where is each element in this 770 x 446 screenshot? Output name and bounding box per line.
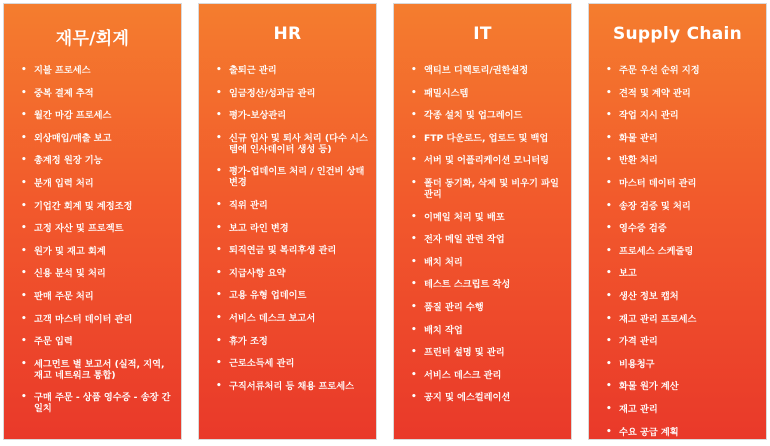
list-item	[589, 404, 766, 415]
list-item	[394, 155, 571, 166]
bullet-icon: •	[216, 312, 222, 323]
bullet-icon: •	[411, 110, 417, 121]
list-item-label: 마스터 데이터 관리	[619, 177, 697, 189]
list-item	[394, 65, 571, 76]
list-item	[199, 290, 376, 301]
item-list	[589, 65, 766, 446]
bullet-icon: •	[216, 335, 222, 346]
list-item	[589, 88, 766, 99]
list-item	[394, 88, 571, 99]
list-item	[4, 359, 181, 381]
bullet-icon: •	[21, 392, 27, 403]
list-item	[4, 392, 181, 414]
list-item-label: 고객 마스터 데이터 관리	[34, 313, 133, 325]
list-item-label: 평가-보상관리	[229, 110, 287, 122]
list-item	[4, 246, 181, 257]
list-item-label: 지급사항 요약	[229, 267, 286, 279]
list-item-label: 주문 우선 순위 지정	[619, 65, 700, 76]
list-item	[589, 427, 766, 438]
list-item	[4, 336, 181, 347]
bullet-icon: •	[411, 132, 417, 143]
bullet-icon: •	[606, 155, 612, 166]
list-item	[394, 279, 571, 290]
list-item	[199, 336, 376, 347]
bullet-icon: •	[411, 369, 417, 380]
list-item-label: 화물 관리	[619, 132, 658, 144]
list-item-label: 기업간 회계 및 계정조정	[34, 200, 133, 212]
bullet-icon: •	[411, 256, 417, 267]
bullet-icon: •	[606, 87, 612, 98]
bullet-icon: •	[216, 380, 222, 391]
bullet-icon: •	[21, 132, 27, 143]
list-item	[199, 88, 376, 99]
bullet-icon: •	[21, 65, 27, 75]
list-item-label: 반환 처리	[619, 155, 658, 167]
bullet-icon: •	[411, 301, 417, 312]
list-item	[394, 133, 571, 144]
column-title: IT	[473, 24, 492, 44]
list-item	[589, 178, 766, 189]
list-item	[4, 155, 181, 166]
list-item	[394, 234, 571, 245]
item-list	[394, 65, 571, 415]
list-item-label: 액티브 디렉토리/권한설정	[424, 65, 529, 76]
column-it	[393, 3, 572, 440]
list-item-label: 임금정산/성과급 관리	[229, 87, 316, 99]
bullet-icon: •	[21, 245, 27, 256]
list-item-label: 구매 주문 - 상품 영수증 - 송장 간 일치	[34, 392, 171, 415]
list-item-label: 휴가 조정	[229, 335, 268, 347]
list-item	[394, 325, 571, 336]
list-item	[199, 358, 376, 369]
list-item-label: 전자 메일 관련 작업	[424, 234, 505, 246]
bullet-icon: •	[21, 336, 27, 347]
list-item-label: 신규 입사 및 퇴사 처리 (다수 시스템에 인사데이터 생성 등)	[229, 132, 368, 155]
list-item-label: 영수증 검증	[619, 223, 667, 235]
list-item-label: 총계정 원장 기능	[34, 155, 103, 167]
bullet-icon: •	[606, 358, 612, 369]
list-item	[394, 347, 571, 358]
list-item-label: 평가-업데이트 처리 / 인건비 상태 변경	[229, 166, 365, 189]
bullet-icon: •	[411, 392, 417, 403]
list-item-label: 패밀시스템	[424, 87, 469, 99]
list-item-label: 세그먼트 별 보고서 (실적, 지역, 재고 네트워크 통합)	[34, 358, 165, 381]
bullet-icon: •	[606, 245, 612, 256]
list-item	[199, 133, 376, 155]
list-item-label: 비용청구	[619, 358, 655, 370]
list-item	[4, 65, 181, 76]
bullet-icon: •	[606, 426, 612, 437]
list-item-label: 고용 유형 업데이트	[229, 290, 307, 302]
list-item	[4, 178, 181, 189]
list-item	[199, 110, 376, 121]
list-item-label: 보고 라인 변경	[229, 222, 289, 234]
bullet-icon: •	[411, 211, 417, 222]
bullet-icon: •	[411, 155, 417, 166]
list-item-label: 각종 설치 및 업그레이드	[424, 110, 523, 122]
list-item	[394, 257, 571, 268]
bullet-icon: •	[606, 381, 612, 392]
bullet-icon: •	[216, 87, 222, 98]
bullet-icon: •	[606, 268, 612, 279]
list-item	[589, 246, 766, 257]
list-item-label: 신용 분석 및 처리	[34, 268, 106, 280]
bullet-icon: •	[606, 223, 612, 234]
list-item	[394, 178, 571, 200]
list-item	[589, 110, 766, 121]
list-item-label: 가격 관리	[619, 336, 658, 348]
bullet-icon: •	[216, 166, 222, 177]
bullet-icon: •	[411, 87, 417, 98]
list-item-label: 서버 및 어플리케이션 모니터링	[424, 155, 549, 167]
list-item-label: 프린터 설명 및 관리	[424, 347, 505, 359]
list-item-label: 프로세스 스케줄링	[619, 245, 694, 257]
column-title: Supply Chain	[612, 24, 743, 44]
bullet-icon: •	[606, 200, 612, 211]
list-item-label: 폴더 동기화, 삭제 및 비우기 파일 관리	[424, 177, 559, 200]
list-item	[199, 381, 376, 392]
list-item-label: 화물 원가 계산	[619, 381, 679, 393]
list-item	[589, 291, 766, 302]
list-item-label: FTP 다운로드, 업로드 및 백업	[424, 132, 549, 144]
bullet-icon: •	[21, 313, 27, 324]
bullet-icon: •	[411, 234, 417, 245]
bullet-icon: •	[21, 290, 27, 301]
bullet-icon: •	[21, 155, 27, 166]
list-item	[589, 381, 766, 392]
list-item-label: 재고 관리	[619, 403, 658, 415]
column-title: 재무/회계	[55, 29, 130, 49]
list-item-label: 재고 관리 프로세스	[619, 313, 697, 325]
bullet-icon: •	[216, 132, 222, 143]
list-item-label: 고정 자산 및 프로젝트	[34, 223, 124, 235]
bullet-icon: •	[21, 358, 27, 369]
list-item	[589, 314, 766, 325]
bullet-icon: •	[606, 336, 612, 347]
list-item	[589, 201, 766, 212]
list-item-label: 출퇴근 관리	[229, 65, 277, 76]
list-item-label: 외상매입/매출 보고	[34, 132, 112, 144]
bullet-icon: •	[606, 313, 612, 324]
bullet-icon: •	[21, 223, 27, 234]
list-item-label: 주문 입력	[34, 336, 73, 348]
bullet-icon: •	[411, 347, 417, 358]
bullet-icon: •	[21, 268, 27, 279]
list-item	[4, 133, 181, 144]
list-item	[4, 314, 181, 325]
bullet-icon: •	[216, 245, 222, 256]
list-item-label: 퇴직연금 및 복리후생 관리	[229, 245, 337, 257]
bullet-icon: •	[606, 65, 612, 75]
bullet-icon: •	[411, 65, 417, 75]
bullet-icon: •	[216, 222, 222, 233]
column-supply-chain	[588, 3, 767, 440]
list-item	[394, 212, 571, 223]
list-item-label: 작업 지시 관리	[619, 110, 679, 122]
bullet-icon: •	[216, 358, 222, 369]
bullet-icon: •	[411, 324, 417, 335]
list-item-label: 테스트 스크립트 작성	[424, 279, 511, 291]
list-item-label: 월간 마감 프로세스	[34, 110, 112, 122]
list-item	[589, 223, 766, 234]
list-item	[4, 223, 181, 234]
list-item-label: 근로소득세 관리	[229, 358, 295, 370]
bullet-icon: •	[606, 290, 612, 301]
list-item-label: 지불 프로세스	[34, 65, 91, 76]
list-item-label: 배치 작업	[424, 324, 463, 336]
item-list	[4, 65, 181, 426]
bullet-icon: •	[21, 87, 27, 98]
list-item	[199, 223, 376, 234]
bullet-icon: •	[216, 199, 222, 210]
list-item	[589, 65, 766, 76]
bullet-icon: •	[411, 177, 417, 188]
list-item-label: 직위 관리	[229, 199, 268, 211]
bullet-icon: •	[216, 110, 222, 121]
list-item-label: 수요 공급 계획	[619, 426, 679, 438]
bullet-icon: •	[21, 110, 27, 121]
list-item	[394, 302, 571, 313]
list-item-label: 원가 및 재고 회계	[34, 245, 106, 257]
list-item-label: 생산 정보 캡처	[619, 290, 679, 302]
list-item-label: 보고	[619, 268, 637, 280]
list-item-label: 배치 처리	[424, 256, 463, 268]
list-item	[4, 201, 181, 212]
list-item	[4, 88, 181, 99]
bullet-icon: •	[606, 110, 612, 121]
list-item	[589, 336, 766, 347]
list-item	[199, 245, 376, 256]
list-item	[4, 291, 181, 302]
bullet-icon: •	[21, 177, 27, 188]
list-item	[589, 133, 766, 144]
list-item-label: 이메일 처리 및 배포	[424, 211, 505, 223]
bullet-icon: •	[216, 267, 222, 278]
bullet-icon: •	[216, 65, 222, 75]
list-item-label: 품질 관리 수행	[424, 301, 484, 313]
bullet-icon: •	[411, 279, 417, 290]
list-item-label: 서비스 데스크 보고서	[229, 312, 316, 324]
list-item-label: 구직서류처리 등 채용 프로세스	[229, 380, 354, 392]
list-item	[199, 313, 376, 324]
list-item-label: 공지 및 에스컬레이션	[424, 392, 511, 404]
list-item	[4, 268, 181, 279]
column-finance-accounting	[3, 3, 182, 440]
list-item	[589, 359, 766, 370]
list-item	[199, 65, 376, 76]
item-list	[199, 65, 376, 403]
bullet-icon: •	[606, 177, 612, 188]
list-item	[394, 370, 571, 381]
list-item-label: 판매 주문 처리	[34, 290, 94, 302]
list-item-label: 견적 및 계약 관리	[619, 87, 691, 99]
list-item	[199, 200, 376, 211]
bullet-icon: •	[21, 200, 27, 211]
list-item-label: 송장 검증 및 처리	[619, 200, 691, 212]
list-item	[394, 110, 571, 121]
list-item	[199, 166, 376, 188]
bullet-icon: •	[606, 403, 612, 414]
column-hr	[198, 3, 377, 440]
column-title: HR	[273, 24, 302, 44]
list-item	[589, 155, 766, 166]
list-item-label: 분개 입력 처리	[34, 177, 94, 189]
list-item	[589, 268, 766, 279]
list-item	[199, 268, 376, 279]
list-item-label: 중복 결제 추적	[34, 87, 94, 99]
list-item-label: 서비스 데스크 관리	[424, 369, 502, 381]
bullet-icon: •	[216, 290, 222, 301]
bullet-icon: •	[606, 132, 612, 143]
list-item	[4, 110, 181, 121]
list-item	[394, 392, 571, 403]
